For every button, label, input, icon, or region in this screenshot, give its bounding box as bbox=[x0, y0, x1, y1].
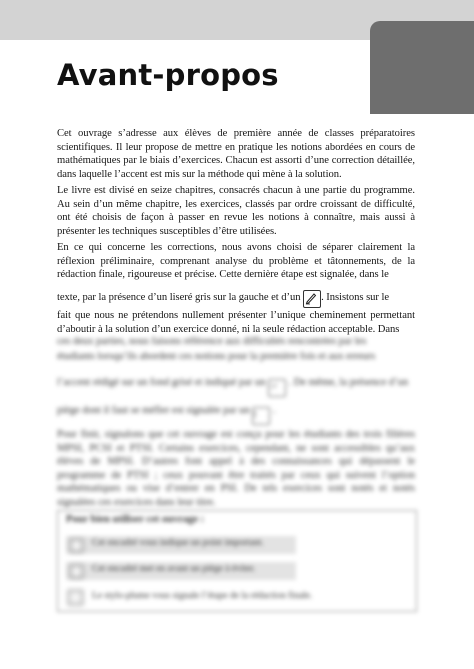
paragraph-3-text-after-icon: . Insistons sur le bbox=[321, 292, 390, 303]
legend-row-3-text: Le stylo-plume vous signale l’étape de la rédaction finale. bbox=[92, 591, 313, 601]
legend-row-1-text: Cet encadré vous indique un point important. bbox=[92, 538, 264, 548]
hand-icon bbox=[70, 539, 83, 552]
warning-icon: ! bbox=[252, 407, 270, 425]
blurred-paragraph-b: piège dont il faut se méfier est signalée par un ! . bbox=[57, 402, 415, 425]
paragraph-3-text-before-icon: texte, par la présence d’un liseré gris sur la gauche et d’un bbox=[57, 292, 301, 303]
blurred-paragraph-a: l’accent rédigé sur un fond grisé et indiqué par un ☞ . De même, la présence d’un bbox=[57, 374, 415, 397]
legend-row-2-text: Cet encadré met en avant un piège à éviter. bbox=[92, 564, 256, 574]
pen-icon bbox=[303, 290, 321, 308]
usage-guide-title: Pour bien utiliser cet ouvrage : bbox=[66, 514, 205, 525]
paragraph-4: fait que nous ne prétendons nullement présenter l’unique cheminement permettant d’aboutir à la solution d’un exercice donné, ni la seule rédaction acceptable. Dans bbox=[57, 310, 415, 335]
blurred-line-2: étudiants lorsqu’ils abordent ces notions pour la première fois et aux erreurs bbox=[57, 351, 376, 362]
blurred-paragraph-c: Pour finir, signalons que cet ouvrage est conçu pour les étudiants des trois filières MPSI, PCSI et PTSI. Certains exercices, cependant, ne sont accessibles qu’aux élèves de MPSI. D’autres font appel à des connaissances qui dépassent le programme de PTSI ; ceux pouvant être traités par ceux qui suivent l’option mathématiques ou vise d’entrer en PSI. De tels exercices sont notés et notés signalées ces exercices dans leur titre. bbox=[57, 429, 415, 508]
warning-icon bbox=[70, 565, 83, 578]
pen-icon bbox=[68, 590, 83, 605]
blurred-line-1: ces deux parties, nous faisons référence aux difficultés rencontrées par les bbox=[57, 336, 367, 347]
chapter-tab bbox=[370, 21, 474, 114]
paragraph-3-continuation bbox=[57, 289, 415, 308]
page-title: Avant-propos bbox=[57, 58, 279, 92]
paragraph-3: En ce qui concerne les corrections, nous avons choisi de séparer clairement la réflexion préliminaire, comprenant analyse du problème et tâtonnements, de la rédaction finale, rigoureuse et précise. Cette dernière étape est signalée, dans le bbox=[57, 242, 415, 280]
paragraph-1: Cet ouvrage s’adresse aux élèves de première année de classes préparatoires scientifiques. Il leur propose de mettre en pratique les notions abordées en cours de mathématiques par le biais d’exercices. Chacun est assorti d’une correction détaillée, dans laquelle l’accent est mis sur la méthode qui mène à la solution. bbox=[57, 128, 415, 180]
paragraph-2: Le livre est divisé en seize chapitres, consacrés chacun à une partie du programme. Au sein d’un même chapitre, les exercices, classés par ordre croissant de difficulté, ont été choisis de façon à passer en revue les notions à connaître, mais aussi à présenter les techniques susceptibles d’être utilisées. bbox=[57, 185, 415, 237]
hand-icon: ☞ bbox=[268, 379, 286, 397]
